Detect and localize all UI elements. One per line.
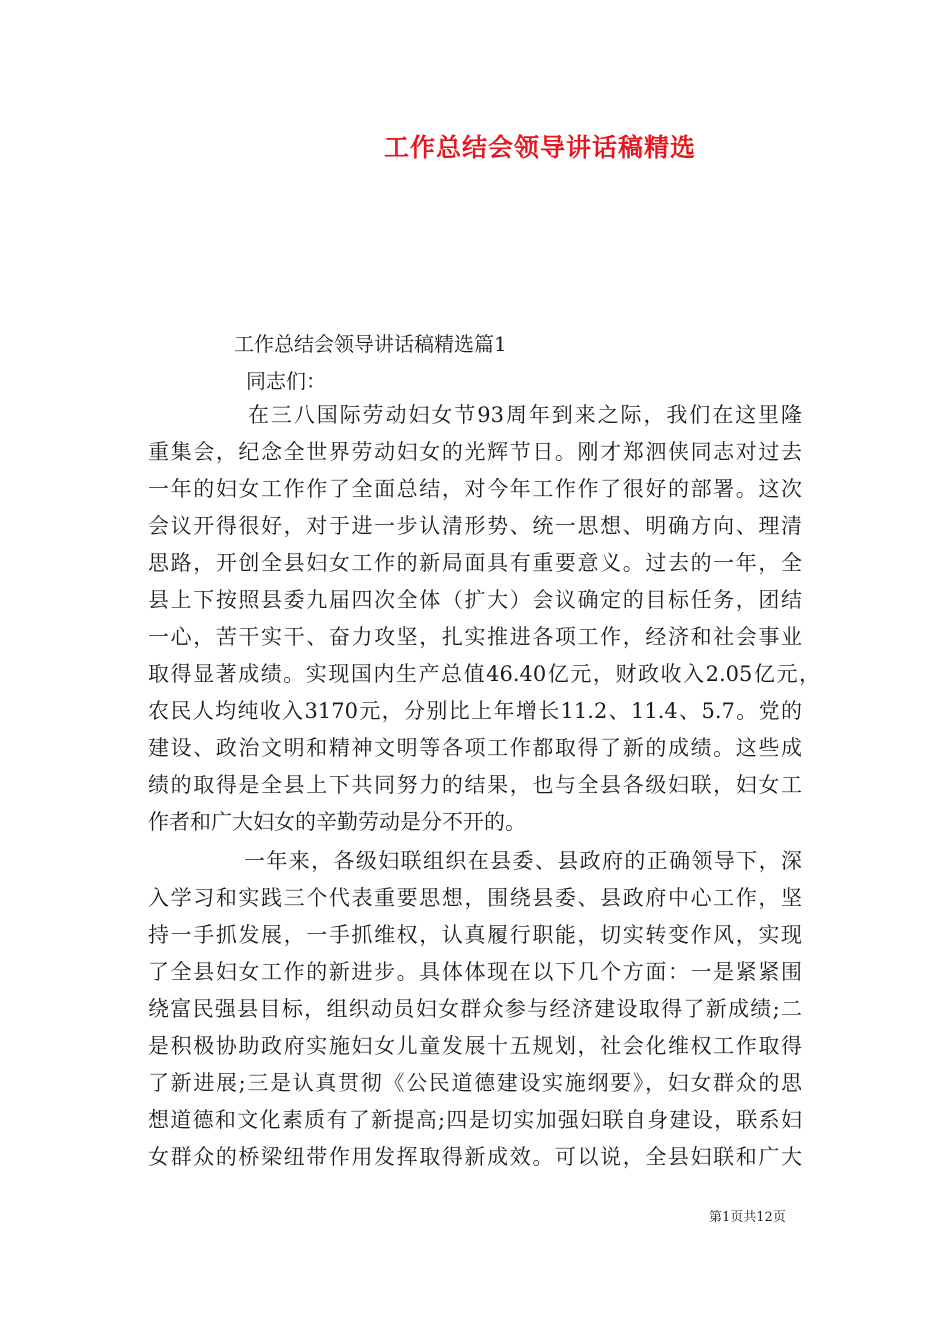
- paragraph-1-line: 思路，开创全县妇女工作的新局面具有重要意义。过去的一年，全: [148, 551, 802, 575]
- paragraph-2-line: 想道德和文化素质有了新提高;四是切实加强妇联自身建设，联系妇: [148, 1108, 802, 1132]
- paragraph-2-line: 持一手抓发展，一手抓维权，认真履行职能，切实转变作风，实现: [148, 923, 802, 947]
- paragraph-1-line: 重集会，纪念全世界劳动妇女的光辉节日。刚才郑泗侠同志对过去: [148, 440, 802, 464]
- paragraph-2-line: 一年来，各级妇联组织在县委、县政府的正确领导下，深: [244, 849, 802, 873]
- paragraph-2-line: 绕富民强县目标，组织动员妇女群众参与经济建设取得了新成绩;二: [148, 997, 802, 1021]
- paragraph-1-line: 绩的取得是全县上下共同努力的结果，也与全县各级妇联，妇女工: [148, 773, 802, 797]
- salutation: 同志们：: [246, 369, 326, 393]
- paragraph-2-line: 入学习和实践三个代表重要思想，围绕县委、县政府中心工作，坚: [148, 886, 802, 910]
- paragraph-1-line: 县上下按照县委九届四次全体（扩大）会议确定的目标任务，团结: [148, 588, 802, 612]
- paragraph-1-line: 会议开得很好，对于进一步认清形势、统一思想、明确方向、理清: [148, 514, 802, 538]
- paragraph-2-line: 了新进展;三是认真贯彻《公民道德建设实施纲要》，妇女群众的思: [148, 1071, 802, 1095]
- paragraph-2-line: 是积极协助政府实施妇女儿童发展十五规划，社会化维权工作取得: [148, 1034, 802, 1058]
- paragraph-1-line: 一年的妇女工作作了全面总结，对今年工作作了很好的部署。这次: [148, 477, 802, 501]
- paragraph-2-line: 了全县妇女工作的新进步。具体体现在以下几个方面：一是紧紧围: [148, 960, 802, 984]
- paragraph-1-line: 建设、政治文明和精神文明等各项工作都取得了新的成绩。这些成: [148, 736, 802, 760]
- paragraph-1-line: 一心，苦干实干、奋力攻坚，扎实推进各项工作，经济和社会事业: [148, 625, 802, 649]
- document-title: 工作总结会领导讲话稿精选: [383, 133, 696, 162]
- page-number: 第1页共12页: [709, 1210, 786, 1225]
- paragraph-1-line: 在三八国际劳动妇女节93周年到来之际，我们在这里隆: [248, 403, 802, 427]
- paragraph-1-line: 取得显著成绩。实现国内生产总值46.40亿元，财政收入2.05亿元，: [148, 662, 820, 686]
- section-heading: 工作总结会领导讲话稿精选篇1: [234, 332, 507, 356]
- paragraph-2-line: 女群众的桥梁纽带作用发挥取得新成效。可以说，全县妇联和广大: [148, 1145, 802, 1169]
- paragraph-1-line: 农民人均纯收入3170元，分别比上年增长11.2、11.4、5.7。党的: [148, 699, 802, 723]
- paragraph-1-line: 作者和广大妇女的辛勤劳动是分不开的。: [148, 810, 526, 834]
